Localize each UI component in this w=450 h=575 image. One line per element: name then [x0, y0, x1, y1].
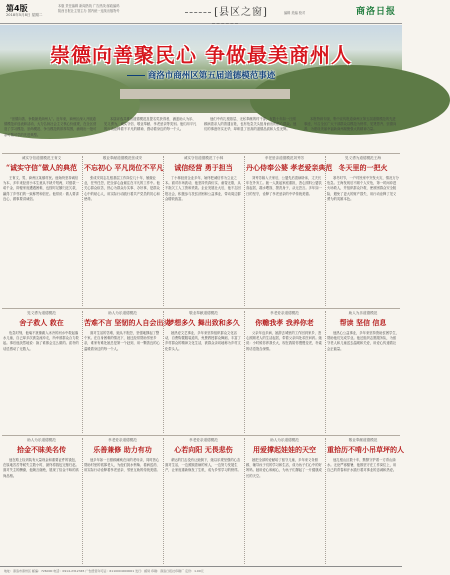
article-kicker: 见义勇为道德模范 — [27, 311, 56, 315]
column-divider — [325, 156, 326, 306]
article-headline: 诚信经营 勇于担当 — [174, 163, 233, 172]
hero-subtitle — [0, 69, 402, 81]
subtitle-dash — [127, 75, 145, 76]
article-kicker: 孝老爱亲道德模范 — [270, 311, 299, 315]
article — [165, 438, 242, 564]
article-headline: 梦想多久 舞出致和多久 — [167, 318, 240, 327]
hero-banner — [0, 25, 402, 113]
article-headline: 用爱撑起娃娃的天空 — [253, 445, 316, 454]
lead-paragraph: 本报特辟专版，集中宣传报道商州区第五届道德模范的先进事迹，号召全区广大干部群众以模范为榜样，见贤思齐、崇德向善，为建设美丽幸福新商州凝聚强大的精神力量。 — [304, 117, 397, 132]
column-divider — [163, 438, 164, 564]
column-divider — [82, 438, 83, 564]
article — [327, 438, 404, 564]
article-body: 王育文，男，商州区某镇村民。他始终坚持诚信为本，多年来经营小本生意从不缺斤短两，对借款一诺千金，即便家庭遭遇困难，也按时足额归还欠款，赢得了乡邻们的一致称赞和信任。他常说：做人要讲良心，做事要讲诚信。 — [3, 176, 79, 201]
lead-paragraph: 本届评选共推出道德模范及提名奖获得者，涵盖助人为乐、见义勇为、诚实守信、敬业奉献、孝老爱亲等类别。他们用平凡的行动诠释着不平凡的精神，感动着身边的每一个人。 — [104, 117, 197, 132]
article-row-2 — [0, 311, 402, 433]
hero-photo-town — [120, 89, 290, 99]
row-divider — [2, 308, 400, 309]
masthead-meta — [58, 4, 168, 14]
article-kicker: 助人为乐道德模范 — [108, 311, 137, 315]
article-headline: 冬天里的一把火 — [338, 163, 388, 172]
lead-column — [4, 117, 98, 151]
article-headline: 不忘初心 平凡岗位不平凡 — [84, 163, 164, 172]
article — [84, 438, 161, 564]
article-body: 他扎根山区数十年，默默守护着一方青山绿水。无论严寒酷暑，他都坚守在工作岗位上，用自己的青春和汗水践行着对事业的忠诚和热爱。 — [327, 458, 397, 473]
article — [246, 156, 333, 306]
article-kicker: 孝老爱亲道德模范 — [108, 438, 137, 442]
column-divider — [244, 311, 245, 433]
article-kicker: 助人为乐道德模范 — [27, 438, 56, 442]
article-headline: 拾金不昧美名传 — [17, 445, 66, 454]
article-headline: “诚实守信”做人的典范 — [5, 163, 78, 172]
article — [3, 311, 80, 433]
masthead-meta-line: 本版 责任编辑 新闻热线 广告热线 邮政编码 — [58, 4, 120, 8]
lead-column — [104, 117, 198, 151]
article-body: 他多年如一日照顾瘫痪在床的老母亲，同时热心帮助村里的孤寡老人，为他们挑水劈柴、看病送药，用实际行动诠释着孝老爱亲、邻里互助的传统美德。 — [84, 458, 160, 473]
page-number: 第4版 — [6, 4, 28, 13]
article-body: 命运的打击没有让她倒下，她以乐观坚强的心态面对生活，一边照顾患病的家人，一边努力发展生产，让家庭重新焕发了生机，成为乡邻学习的榜样。 — [165, 458, 241, 473]
page-date: 2018年5月8日 星期二 — [6, 13, 43, 17]
article-row-3 — [0, 438, 402, 564]
row-divider — [2, 153, 400, 154]
article-kicker: 诚实守信道德模范王育文 — [21, 156, 62, 160]
article-headline: 丹心侍奉公婆 孝老爱亲典范 — [246, 163, 333, 172]
section-title: [县区之窗] — [170, 3, 280, 29]
article-headline: 心若向阳 无畏悲伤 — [174, 445, 233, 454]
article — [327, 311, 399, 433]
title-rule — [212, 23, 238, 24]
article-kicker: 敬业奉献道德模范张成安 — [102, 156, 143, 160]
article-kicker: 敬业奉献道德模范 — [348, 438, 378, 442]
article-kicker: 诚实守信道德模范丁小林 — [183, 156, 224, 160]
column-divider — [325, 311, 326, 433]
article-kicker: 孝老爱亲道德模范刘秀芳 — [264, 156, 305, 160]
article-body: 她热爱文艺事业，多年来坚持组织群众文化活动，自费购置服装道具，免费教授群众舞蹈，丰富了乡村群众的精神文化生活，被群众亲切地称为乡村文化带头人。 — [165, 331, 241, 351]
column-divider — [82, 156, 83, 306]
column-divider — [244, 438, 245, 564]
article-headline: 乐善兼修 助力有功 — [93, 445, 152, 454]
column-divider — [244, 156, 245, 306]
hero-title: 崇德向善聚民心 争做最美商州人 — [50, 43, 352, 67]
lead-section — [4, 117, 398, 151]
section-title-text: 县区之窗 — [219, 7, 263, 18]
article — [84, 311, 171, 433]
article-row-1 — [0, 156, 402, 306]
article-headline: 你赡我孝 我养你老 — [255, 318, 314, 327]
article-kicker: 助人为乐道德模范 — [270, 438, 299, 442]
article-body: 父亲年迈多病，她辞去城里的工作回到家乡，悉心照顾老人的生活起居，带着父亲四处求医问药。她说：小时候你养我长大，现在我陪你慢慢变老，朴素的话语饱含深情。 — [246, 331, 322, 351]
article-headline: 帮读 坚信 信息 — [339, 318, 387, 327]
article — [246, 438, 323, 564]
article-body: 他热心公益事业，多年来坚持资助贫困学生，帮助他们完成学业。他还组织志愿服务队，为留守老人和儿童送去温暖和关爱，用爱心传递着社会正能量。 — [327, 331, 399, 351]
paper-logo: 商洛日报 — [355, 7, 396, 17]
column-divider — [82, 311, 83, 433]
lead-paragraph: “崇德向善、争做最美商州人”。近年来，商州区深入开展道德模范评选表彰活动，大力弘扬社会主义核心价值观，在全区营造了学习模范、崇尚模范、争当模范的浓厚氛围，涌现出一批可亲可敬可学的先进典型。 — [4, 117, 97, 137]
article — [3, 438, 80, 564]
article-body: 他在路上捡到装有大量现金和重要证件的钱包，在原地苦苦等候失主数小时，最终将钱包完璧归赵。面对失主的酬谢，他婉言谢绝，展现了拾金不昧的高尚品格。 — [3, 458, 79, 478]
editor-line: 编辑 美编 校对 — [284, 11, 306, 15]
title-rule — [185, 12, 211, 13]
article-body: 张成安同志扎根基层工作岗位几十年，兢兢业业，任劳任怨，把全部心血倾注在平凡的工作中。他关心群众疾苦，热心为群众办实事、办好事，是群众心中的贴心人，用实际行动践行着共产党员的初心和使命。 — [84, 176, 160, 201]
article — [327, 156, 399, 306]
lead-paragraph: 他们中有扎根基层、无私奉献的村干部，有数十年如一日照顾病患亲人的普通百姓，也有危急关头挺身而出的热心群众。他们的事迹朴实无华，却彰显了崇高的道德品质和人性光辉。 — [204, 117, 297, 132]
article-headline: 苦难不言 坚韧的人自会出头 — [84, 318, 171, 327]
article-headline: 舍子救人 救在 — [19, 318, 64, 327]
article-body: 寒冬时节，一户村民家中突发火灾，情况万分危急。王海发现后不顾个人安危，第一时间冲进火场救人，并组织群众扑救，使被困群众安全脱险，避免了更大的财产损失，用行动诠释了见义勇为的英雄本色。 — [327, 176, 399, 201]
article-kicker: 敬业奉献道德模范 — [189, 311, 218, 315]
article-kicker: 见义勇为道德模范王海 — [345, 156, 381, 160]
row-divider — [2, 435, 400, 436]
lead-column — [304, 117, 398, 151]
article-headline: 重拾历不啃小吊草坪的人 — [327, 445, 404, 454]
article-kicker: 孝老爱亲道德模范 — [189, 438, 218, 442]
article-body: 面对生活的苦难，她从不抱怨，坚强地撑起了整个家。在自身困难的情况下，她还经常帮助邻里乡亲，谁家有难处她总是第一个赶到，用一颗善良的心温暖着身边的每一个人。 — [84, 331, 160, 351]
article-body: 丁小林经营企业多年，始终把诚信作为立业之本。面对市场波动，他坚持货真价实、童叟无欺，从不拖欠工人工资和货款。企业发展壮大后，他不忘回报社会，积极参与扶贫济困和公益事业，带动周边群众增收致富。 — [165, 176, 241, 201]
masthead — [0, 0, 402, 24]
column-divider — [163, 311, 164, 433]
article-body: 危急时刻，他毫不犹豫跳入冰冷的河水中救起落水儿童，自己却多次被急流冲走，所幸被群众合力救起。事后他淡然地说：换了谁都会这么做的。质朴的话语感动了无数人。 — [3, 331, 79, 351]
article-body: 刘秀芳嫁入夫家后，公婆先后患病卧床，丈夫长年在外务工。她一人挑起家庭重担，悉心照料公婆饮食起居，端水喂饭、擦洗身子，从无怨言。多年如一日的坚守，诠释了孝老爱亲的中华传统美德。 — [246, 176, 322, 196]
article-kicker: 助人为乐道德模范 — [348, 311, 378, 315]
column-divider — [325, 438, 326, 564]
article — [3, 156, 80, 306]
article — [246, 311, 323, 433]
article-body: 她把全部的爱献给了留守儿童，多年来义务照顾、辅导孩子们的学习和生活，成为孩子们心中的好妈妈。她用爱心和耐心，为孩子们撑起了一片健康成长的天空。 — [246, 458, 322, 478]
article — [84, 156, 164, 306]
article — [165, 156, 242, 306]
hero-subtitle-text: 商洛市商州区第五届道德模范事迹 — [147, 71, 276, 81]
article — [165, 311, 242, 433]
column-divider — [163, 156, 164, 306]
masthead-meta-line: 陕西日报社主管主办 国内统一连续出版物号 — [58, 9, 120, 13]
footer-imprint: 地址：商洛市商州区 邮编：726000 电话：0914-2312345 广告经营许可证：6110004000001 发行：邮局 印刷：商洛日报社印刷厂 定价：1.00元 — [0, 566, 402, 575]
lead-column — [204, 117, 298, 151]
